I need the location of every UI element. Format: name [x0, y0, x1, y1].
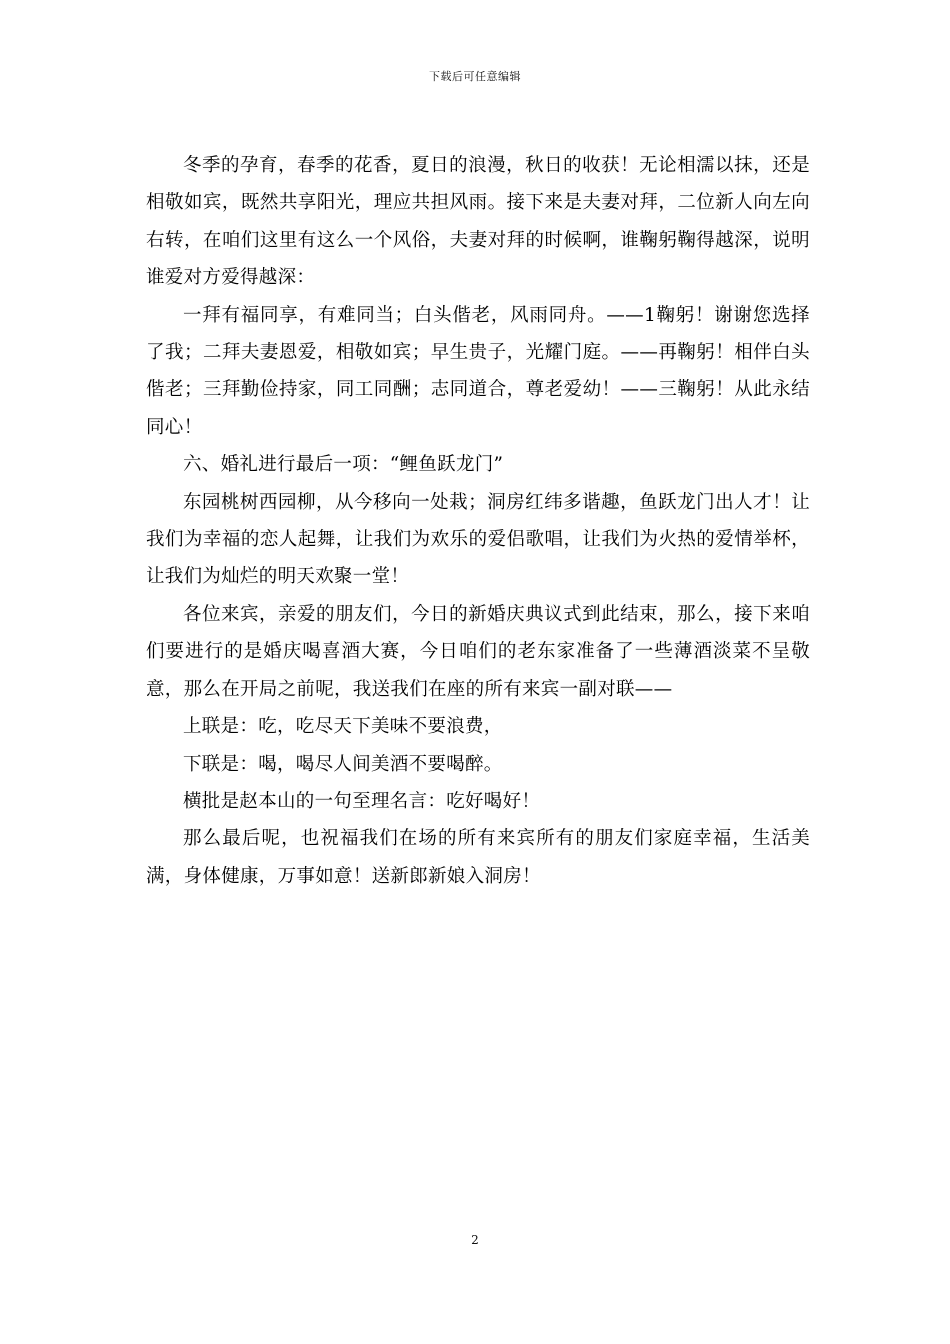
couplet-lower: 下联是：喝，喝尽人间美酒不要喝醉。 [183, 753, 503, 775]
document-body [146, 147, 810, 895]
couplet-upper: 上联是：吃，吃尽天下美味不要浪费， [183, 716, 503, 738]
paragraph-final-wishes: 那么最后呢，也祝福我们在场的所有来宾所有的朋友们家庭幸福，生活美满，身体健康，万事如意！送新郎新娘入洞房！ [146, 828, 810, 887]
section-heading-carp: 六、婚礼进行最后一项：“鲤鱼跃龙门” [183, 454, 504, 476]
paragraph-three-bows: 一拜有福同享，有难同当；白头偕老，风雨同舟。——1鞠躬！谢谢您选择了我；二拜夫妻恩爱，相敬如宾；早生贵子，光耀门庭。——再鞠躬！相伴白头偕老；三拜勤俭持家，同工同酬；志同道合，尊老爱幼！——三鞠躬！从此永结同心！ [146, 304, 810, 438]
page-number: 2 [471, 1233, 479, 1247]
page-header: 下载后可任意编辑 [429, 70, 521, 83]
paragraph-closing-ceremony: 各位来宾，亲爱的朋友们，今日的新婚庆典议式到此结束，那么，接下来咱们要进行的是婚庆喝喜酒大赛，今日咱们的老东家准备了一些薄酒淡菜不呈敬意，那么在开局之前呢，我送我们在座的所有来宾一副对联—— [146, 603, 810, 700]
paragraph-blessing: 东园桃树西园柳，从今移向一处栽；洞房红纬多谐趣，鱼跃龙门出人才！让我们为幸福的恋人起舞，让我们为欢乐的爱侣歌唱，让我们为火热的爱情举杯，让我们为灿烂的明天欢聚一堂！ [146, 491, 810, 588]
paragraph-bow-intro: 冬季的孕育，春季的花香，夏日的浪漫，秋日的收获！无论相濡以抹，还是相敬如宾，既然共享阳光，理应共担风雨。接下来是夫妻对拜，二位新人向左向右转，在咱们这里有这么一个风俗，夫妻对拜的时候啊，谁鞠躬鞠得越深，说明谁爱对方爱得越深： [146, 155, 810, 289]
couplet-horizontal: 横批是赵本山的一句至理名言：吃好喝好！ [183, 790, 541, 812]
